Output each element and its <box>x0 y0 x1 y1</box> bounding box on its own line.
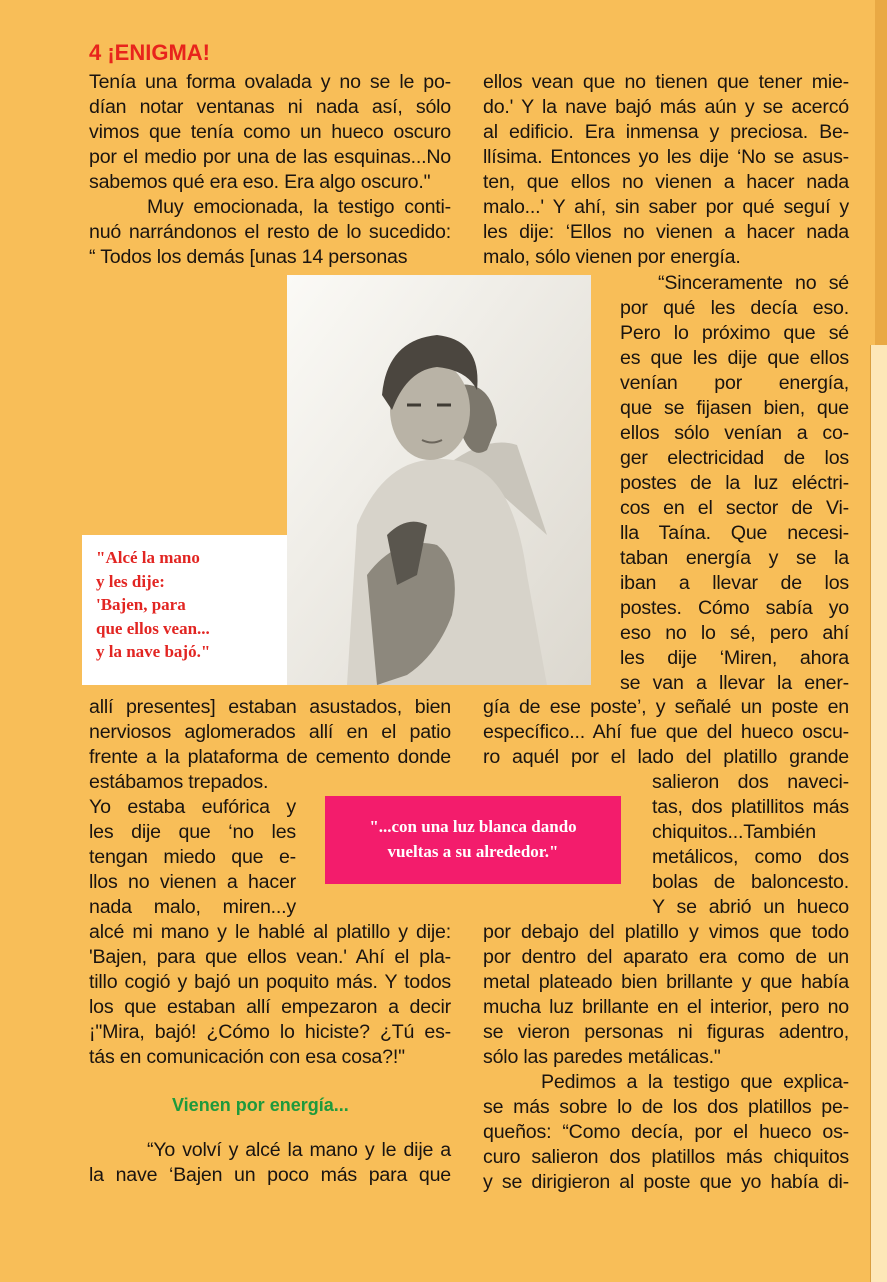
text-line: 'Bajen, para que ellos vean.' Ahí el pla- <box>89 946 451 968</box>
text-line: estábamos trepados. <box>89 771 269 793</box>
left-column-top <box>89 70 451 270</box>
right-column-bottom <box>483 920 849 1195</box>
text-line: gía de ese poste’, y señalé un poste en <box>483 696 849 718</box>
text-line: “Sinceramente no sé <box>658 272 849 294</box>
text-line: queños: “Como decía, por el hueco os- <box>483 1121 849 1143</box>
text-line: les dije: ‘Ellos no vienen a hacer nada <box>483 221 849 243</box>
text-line: por qué les decía eso. <box>620 297 849 319</box>
text-line: “Yo volví y alcé la mano y le dije a <box>147 1139 451 1161</box>
text-line: al edificio. Era inmensa y preciosa. Be- <box>483 121 849 143</box>
text-line: se vieron personas ni figuras adentro, <box>483 1021 849 1043</box>
text-line: nada malo, miren...y <box>89 896 296 918</box>
text-line: curo salieron dos platillos más chiquitos <box>483 1146 849 1168</box>
text-line: "...con una luz blanca dando <box>369 817 577 836</box>
text-line: Yo estaba eufórica y <box>89 796 296 818</box>
text-line: que ellos vean... <box>96 618 210 638</box>
text-line: les dije ‘Miren, ahora <box>620 647 849 669</box>
photo-caption <box>96 546 210 664</box>
text-line: frente a la plataforma de cemento donde <box>89 746 451 768</box>
text-line: vueltas a su alrededor." <box>387 842 559 861</box>
text-line: ten, que ellos no vienen a hacer nada <box>483 171 849 193</box>
text-line: y la nave bajó." <box>96 642 211 661</box>
text-line: ellos vean que no tienen que tener mie- <box>483 71 849 93</box>
left-column-narrow <box>89 795 296 920</box>
text-line: Y se abrió un hueco <box>652 896 849 918</box>
text-line: los que estaban allí empezaron a decir <box>89 996 451 1018</box>
left-column-middle <box>89 695 451 795</box>
text-line: se van a llevar la ener- <box>620 672 849 694</box>
text-line: lla Taína. Que necesi- <box>620 522 849 544</box>
text-line: nerviosos aglomerados allí en el patio <box>89 721 451 743</box>
right-column-middle <box>483 695 849 770</box>
right-column-narrow-2 <box>652 770 849 920</box>
text-line: mucha luz brillante en el interior, pero no <box>483 996 849 1018</box>
subheading: Vienen por energía... <box>172 1095 349 1115</box>
text-line: metálicos, como dos <box>652 846 849 868</box>
text-line: cos en el sector de Vi- <box>620 497 849 519</box>
text-line: "Alcé la mano <box>96 548 200 567</box>
text-line: 'Bajen, para <box>96 595 186 614</box>
text-line: por debajo del platillo y vimos que todo <box>483 921 849 943</box>
text-line: eso no lo sé, pero ahí <box>620 622 849 644</box>
text-line: por dentro del aparato era como de un <box>483 946 849 968</box>
text-line: ger electricidad de los <box>620 447 849 469</box>
text-line: es que les dije que ellos <box>620 347 849 369</box>
text-line: salieron dos naveci- <box>652 771 849 793</box>
text-line: y les dije: <box>96 571 165 591</box>
article-heading: 4 ¡ENIGMA! <box>89 40 210 65</box>
next-page-edge <box>870 345 887 1282</box>
text-line: “ Todos los demás [unas 14 personas <box>89 246 408 268</box>
text-line: postes. Cómo sabía yo <box>620 597 849 619</box>
text-line: iban a llevar de los <box>620 572 849 594</box>
text-line: tás en comunicación con esa cosa?!" <box>89 1046 405 1068</box>
text-line: Muy emocionada, la testigo conti- <box>147 196 451 218</box>
text-line: bolas de baloncesto. <box>652 871 849 893</box>
text-line: postes de la luz eléctri- <box>620 472 849 494</box>
text-line: tengan miedo que e- <box>89 846 296 868</box>
text-line: chiquitos...También <box>652 821 816 843</box>
right-column-top <box>483 70 849 270</box>
pull-quote <box>325 814 621 864</box>
text-line: ¡"Mira, bajó! ¿Cómo lo hiciste? ¿Tú es- <box>89 1021 451 1043</box>
text-line: Pedimos a la testigo que explica- <box>541 1071 849 1093</box>
text-line: Tenía una forma ovalada y no se le po- <box>89 71 451 93</box>
text-line: les dije que ‘no les <box>89 821 296 843</box>
text-line: tillo cogió y bajó un poquito más. Y todos <box>89 971 451 993</box>
text-line: nuó narrándonos el resto de lo sucedido: <box>89 221 451 243</box>
text-line: allí presentes] estaban asustados, bien <box>89 696 451 718</box>
text-line: tas, dos platillitos más <box>652 796 849 818</box>
text-line: Pero lo próximo que sé <box>620 322 849 344</box>
text-line: taban energía y se la <box>620 547 849 569</box>
text-line: ellos sólo venían a co- <box>620 422 849 444</box>
text-line: alcé mi mano y le hablé al platillo y dije: <box>89 921 451 943</box>
text-line: la nave ‘Bajen un poco más para que <box>89 1164 451 1186</box>
text-line: llos no vienen a hacer <box>89 871 296 893</box>
text-line: sabemos qué era eso. Era algo oscuro." <box>89 171 431 193</box>
right-column-narrow <box>620 271 849 696</box>
left-column-bottom <box>89 920 451 1070</box>
text-line: que se fijasen bien, que <box>620 397 849 419</box>
text-line: do.' Y la nave bajó más aún y se acercó <box>483 96 849 118</box>
text-line: y se dirigieron al poste que yo había di- <box>483 1171 849 1193</box>
text-line: dían notar ventanas ni nada así, sólo <box>89 96 451 118</box>
text-line: específico... Ahí fue que del hueco oscu- <box>483 721 849 743</box>
text-line: vimos que tenía como un hueco oscuro <box>89 121 451 143</box>
text-line: ro aquél por el lado del platillo grande <box>483 746 849 768</box>
text-line: se más sobre lo de los dos platillos pe- <box>483 1096 849 1118</box>
witness-photo <box>287 275 591 685</box>
text-line: sólo las paredes metálicas." <box>483 1046 721 1068</box>
text-line: por el medio por una de las esquinas...No <box>89 146 451 168</box>
text-line: llísima. Entonces yo les dije ‘No se asus- <box>483 146 849 168</box>
left-column-end <box>89 1138 451 1188</box>
text-line: venían por energía, <box>620 372 849 394</box>
text-line: metal plateado bien brillante y que había <box>483 971 849 993</box>
text-line: malo, sólo vienen por energía. <box>483 246 741 268</box>
text-line: malo...' Y ahí, sin saber por qué seguí y <box>483 196 849 218</box>
